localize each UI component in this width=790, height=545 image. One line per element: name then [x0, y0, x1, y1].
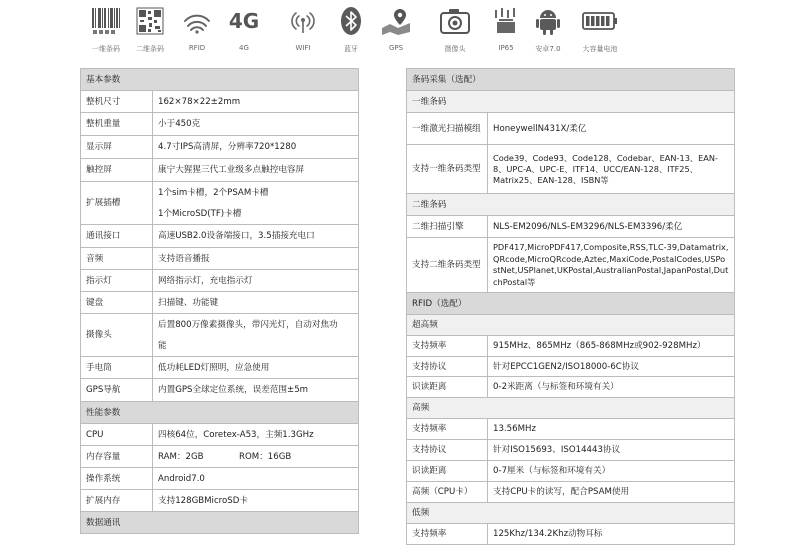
- spec-label: 触控屏: [81, 159, 153, 182]
- spec-label: 支持一维条码类型: [407, 145, 488, 194]
- spec-label: 高频（CPU卡）: [407, 482, 488, 503]
- subsection-header: 二维条码: [407, 194, 735, 216]
- spec-label: 扩展插槽: [81, 182, 153, 225]
- spec-value: 后置800万像素摄像头，带闪光灯，自动对焦功: [158, 319, 338, 330]
- spec-value-cell: [153, 182, 359, 225]
- spec-label: 支持频率: [407, 419, 488, 440]
- spec-label: 支持协议: [407, 440, 488, 461]
- spec-value: PDF417,MicroPDF417,Composite,RSS,TLC-39,Datamatrix,QRcode,MicroQRcode,Aztec,MaxiCode,PostalCodes,USPostNet,USPlanet,UKPostal,AustralianPostal,JapanPostal,DutchPostal等: [488, 238, 735, 293]
- icon-cell: [366, 2, 426, 58]
- spec-label: 手电筒: [81, 357, 153, 379]
- gps-icon: [366, 4, 426, 38]
- spec-value: 162×78×22±2mm: [153, 91, 359, 113]
- table-subheader-row: [407, 315, 735, 336]
- table-row: [81, 490, 359, 512]
- spec-value: Code39、Code93、Code128、Codebar、EAN-13、EAN-8、UPC-A、UPC-E、ITF14、UCC/EAN-128、ITF25、Matrix25、EAN-128、ISBN等: [488, 145, 735, 194]
- table-row: [81, 136, 359, 159]
- spec-value: 125Khz/134.2Khz动物耳标: [488, 524, 735, 545]
- table-row: [81, 113, 359, 136]
- icon-caption: 一维条码: [92, 45, 120, 53]
- battery-icon: [570, 4, 630, 38]
- table-subheader-row: [407, 194, 735, 216]
- table-row: [407, 482, 735, 503]
- spec-value: 915MHz、865MHz（865-868MHz或902-928MHz）: [488, 336, 735, 357]
- table-header-row: [81, 402, 359, 424]
- spec-label: 识读距离: [407, 377, 488, 398]
- spec-label: 内存容量: [81, 446, 153, 468]
- spec-value: 支持128GBMicroSD卡: [153, 490, 359, 512]
- table-row: [81, 424, 359, 446]
- spec-value: 支持语音播报: [153, 248, 359, 270]
- table-row: [81, 159, 359, 182]
- table-header-row: [407, 69, 735, 91]
- spec-value: 0-7厘米（与标签和环境有关）: [488, 461, 735, 482]
- table-row: [407, 461, 735, 482]
- spec-value: 针对EPCC1GEN2/ISO18000-6C协议: [488, 357, 735, 377]
- spec-label: CPU: [81, 424, 153, 446]
- icon-caption: 蓝牙: [344, 45, 358, 53]
- spec-label: 支持二维条码类型: [407, 238, 488, 293]
- icon-caption: 大容量电池: [582, 45, 618, 53]
- table-row: [407, 440, 735, 461]
- table-row: [407, 357, 735, 377]
- spec-value: 高速USB2.0设备端接口，3.5插接充电口: [153, 225, 359, 248]
- section-header: RFID（选配）: [407, 293, 735, 315]
- spec-label: 整机重量: [81, 113, 153, 136]
- spec-value: 0-2米距离（与标签和环境有关）: [488, 377, 735, 398]
- table-row: [407, 336, 735, 357]
- spec-label: 支持协议: [407, 357, 488, 377]
- android-icon: [518, 4, 578, 38]
- spec-table-right: [406, 68, 735, 545]
- table-row: [407, 145, 735, 194]
- icon-caption: 安卓7.0: [535, 45, 561, 53]
- spec-label: 显示屏: [81, 136, 153, 159]
- spec-value: 1个sim卡槽，2个PSAM卡槽: [158, 187, 269, 198]
- spec-value: 网络指示灯，充电指示灯: [153, 270, 359, 292]
- table-row: [81, 91, 359, 113]
- spec-value: 针对ISO15693、ISO14443协议: [488, 440, 735, 461]
- spec-label: 摄像头: [81, 314, 153, 357]
- spec-label: 整机尺寸: [81, 91, 153, 113]
- spec-label: 扩展内存: [81, 490, 153, 512]
- spec-value: 扫描键、功能键: [153, 292, 359, 314]
- table-row: [81, 248, 359, 270]
- subsection-header: 一维条码: [407, 91, 735, 113]
- table-row: [407, 377, 735, 398]
- spec-value: 低功耗LED灯照明，应急使用: [153, 357, 359, 379]
- table-row: [81, 446, 359, 468]
- spec-table-left: [80, 68, 359, 534]
- spec-value-cell: [153, 314, 359, 357]
- table-subheader-row: [407, 503, 735, 524]
- table-row: [407, 524, 735, 545]
- spec-value: Android7.0: [153, 468, 359, 490]
- table-row: [407, 113, 735, 145]
- section-header: 基本参数: [81, 69, 359, 91]
- table-row: [407, 419, 735, 440]
- 4g-glyph-text: 4G: [228, 9, 260, 33]
- icon-caption: RFID: [188, 44, 206, 52]
- table-row: [81, 468, 359, 490]
- table-row: [407, 238, 735, 293]
- spec-label: GPS导航: [81, 379, 153, 402]
- table-subheader-row: [407, 91, 735, 113]
- table-row: [81, 357, 359, 379]
- spec-value: NLS-EM2096/NLS-EM3296/NLS-EM3396/柔亿: [488, 216, 735, 238]
- spec-value-line2: 能: [158, 340, 167, 351]
- spec-value: 小于450克: [153, 113, 359, 136]
- spec-value: 4.7寸IPS高清屏，分辨率720*1280: [153, 136, 359, 159]
- 4g-icon: [214, 4, 274, 38]
- icon-caption: GPS: [388, 44, 404, 52]
- table-row: [81, 314, 359, 357]
- table-row: [407, 216, 735, 238]
- spec-label: 音频: [81, 248, 153, 270]
- spec-label: 操作系统: [81, 468, 153, 490]
- section-header: 条码采集（选配）: [407, 69, 735, 91]
- icon-caption: WIFI: [295, 44, 311, 52]
- spec-value: 13.56MHz: [488, 419, 735, 440]
- feature-icon-row: [76, 2, 656, 58]
- spec-value: RAM：2GB ROM：16GB: [153, 446, 359, 468]
- spec-label: 支持频率: [407, 524, 488, 545]
- subsection-header: 超高频: [407, 315, 735, 336]
- table-header-row: [81, 69, 359, 91]
- table-header-row: [81, 512, 359, 534]
- icon-caption: 摄像头: [444, 45, 466, 53]
- icon-cell: [214, 2, 274, 58]
- table-row: [81, 379, 359, 402]
- spec-value: 康宁大猩猩三代工业级多点触控电容屏: [153, 159, 359, 182]
- spec-label: 通讯接口: [81, 225, 153, 248]
- spec-value: 四核64位，Coretex-A53，主频1.3GHz: [153, 424, 359, 446]
- subsection-header: 高频: [407, 398, 735, 419]
- subsection-header: 低频: [407, 503, 735, 524]
- spec-value-line2: 1个MicroSD(TF)卡槽: [158, 208, 242, 219]
- spec-value: 内置GPS全球定位系统，误差范围±5m: [153, 379, 359, 402]
- table-row: [81, 292, 359, 314]
- table-row: [81, 182, 359, 225]
- spec-label: 键盘: [81, 292, 153, 314]
- section-header: 数据通讯: [81, 512, 359, 534]
- section-header: 性能参数: [81, 402, 359, 424]
- icon-caption: 二维条码: [136, 45, 164, 53]
- spec-value: 支持CPU卡的读写，配合PSAM使用: [488, 482, 735, 503]
- spec-label: 二维扫描引擎: [407, 216, 488, 238]
- spec-label: 支持频率: [407, 336, 488, 357]
- table-subheader-row: [407, 398, 735, 419]
- spec-value: HoneywellN431X/柔亿: [488, 113, 735, 145]
- table-row: [81, 225, 359, 248]
- icon-cell: [570, 2, 630, 58]
- table-header-row: [407, 293, 735, 315]
- spec-label: 一维激光扫描模组: [407, 113, 488, 145]
- spec-label: 指示灯: [81, 270, 153, 292]
- table-row: [81, 270, 359, 292]
- spec-label: 识读距离: [407, 461, 488, 482]
- icon-caption: IP65: [498, 44, 514, 52]
- icon-caption: 4G: [239, 44, 249, 52]
